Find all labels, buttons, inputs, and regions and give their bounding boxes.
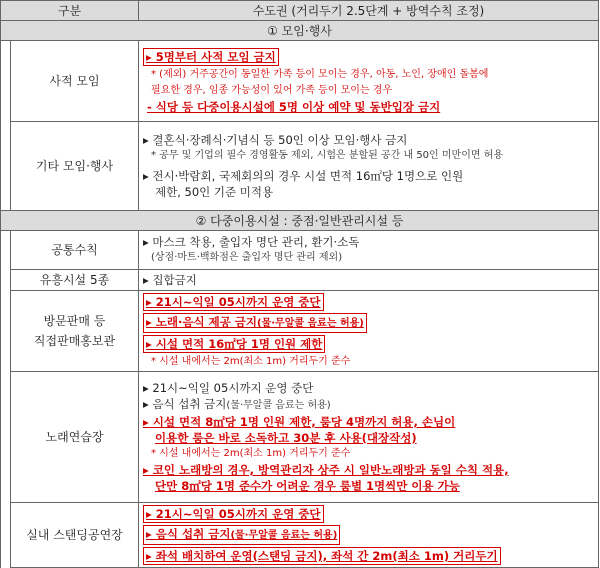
rule-text: - 식당 등 다중이용시설에 5명 이상 예약 및 동반입장 금지	[147, 100, 441, 114]
rule-text	[143, 525, 340, 545]
section-row	[1, 211, 599, 231]
category-karaoke: 노래연습장	[11, 372, 139, 503]
rule-note: * 시설 내에서는 2m(최소 1m) 거리두기 준수	[151, 356, 351, 367]
rule-text: 이용한 룸은 바로 소독하고 30분 후 사용(대장작성)	[155, 431, 417, 445]
category-label: 방문판매 등	[43, 314, 106, 328]
table-row	[1, 372, 599, 503]
rule-text	[143, 313, 367, 333]
rule-text: ▸ 코인 노래방의 경우, 방역관리자 상주 시 일반노래방과 동일 수칙 적용,	[143, 463, 509, 477]
category-standing-venue: 실내 스탠딩공연장	[11, 503, 139, 568]
cell-other-events	[139, 122, 599, 211]
table-row	[1, 231, 599, 270]
rule-text: ▸ 집합금지	[143, 273, 197, 287]
rule-text: ▸ 시설 면적 8㎡당 1명 인원 제한, 룸당 4명까지 허용, 손님이	[143, 415, 456, 429]
table-row	[1, 291, 599, 372]
table-row	[1, 122, 599, 211]
rule-text: ▸ 결혼식·장례식·기념식 등 50인 이상 모임·행사 금지	[143, 133, 408, 147]
rule-text: ▸ 21시~익일 05시까지 운영 중단	[143, 381, 314, 395]
cell-entertainment	[139, 270, 599, 291]
rule-text: ▸ 21시~익일 05시까지 운영 중단	[143, 505, 324, 523]
rule-text-main: ▸ 음식 섭취 금지	[143, 397, 227, 411]
rule-note: * (제외) 거주공간이 동일한 가족 등이 모이는 경우, 아동, 노인, 장애인 돌봄에	[151, 69, 489, 80]
rule-text: ▸ 전시·박람회, 국제회의의 경우 시설 면적 16㎡당 1명으로 인원	[143, 169, 464, 183]
rule-text-note: (물·무알콜 음료는 허용)	[257, 318, 364, 329]
table-row	[1, 270, 599, 291]
category-private-gathering: 사적 모임	[11, 41, 139, 122]
rule-text	[143, 396, 594, 414]
category-common-rules: 공통수칙	[11, 231, 139, 270]
section-row	[1, 21, 599, 41]
rule-text: 단만 8㎡당 1명 준수가 어려운 경우 룸별 1명씩만 이용 가능	[155, 479, 460, 493]
rule-note: 필요한 경우, 임종 가능성이 있어 가족 등이 모이는 경우	[151, 85, 393, 96]
rule-text: ▸ 마스크 착용, 출입자 명단 관리, 환기·소독	[143, 235, 360, 249]
rule-text: ▸ 시설 면적 16㎡당 1명 인원 제한	[143, 335, 325, 353]
rule-text-main: ▸ 음식 섭취 금지	[146, 527, 231, 541]
category-label: 직접판매홍보관	[33, 334, 116, 348]
header-title: 수도권 (거리두기 2.5단계 + 방역수칙 조정)	[139, 1, 599, 21]
rule-text-note: (물·무알콜 음료는 허용)	[230, 530, 338, 541]
cell-private-gathering	[139, 41, 599, 122]
table-header-row	[1, 1, 599, 21]
cell-direct-sales	[139, 291, 599, 372]
rule-text: ▸ 좌석 배치하여 운영(스탠딩 금지), 좌석 간 2m(최소 1m) 거리두기	[143, 547, 501, 565]
cell-karaoke	[139, 372, 599, 503]
rule-note: * 공무 및 기업의 필수 경영활동 제외, 시험은 분할된 공간 내 50인 미만이면 허용	[151, 150, 504, 161]
rule-note: (상점·마트·백화점은 출입자 명단 관리 제외)	[151, 252, 343, 263]
cell-common-rules	[139, 231, 599, 270]
category-entertainment: 유흥시설 5종	[11, 270, 139, 291]
category-direct-sales	[11, 291, 139, 372]
table-row	[1, 41, 599, 122]
rule-text: 제한, 50인 기준 미적용	[155, 185, 274, 199]
header-category: 구분	[1, 1, 139, 21]
rule-text-note: (물·무알콜 음료는 허용)	[226, 400, 331, 411]
category-other-events: 기타 모임·행사	[11, 122, 139, 211]
rule-note: * 시설 내에서는 2m(최소 1m) 거리두기 준수	[151, 448, 351, 459]
rule-text: ▸ 21시~익일 05시까지 운영 중단	[143, 293, 324, 311]
rule-text-main: ▸ 노래·음식 제공 금지	[146, 315, 258, 329]
section-title-facilities: ② 다중이용시설 : 중점·일반관리시설 등	[1, 211, 599, 231]
section-title-gatherings: ① 모임·행사	[1, 21, 599, 41]
rule-text: ▸ 5명부터 사적 모임 금지	[143, 48, 279, 66]
